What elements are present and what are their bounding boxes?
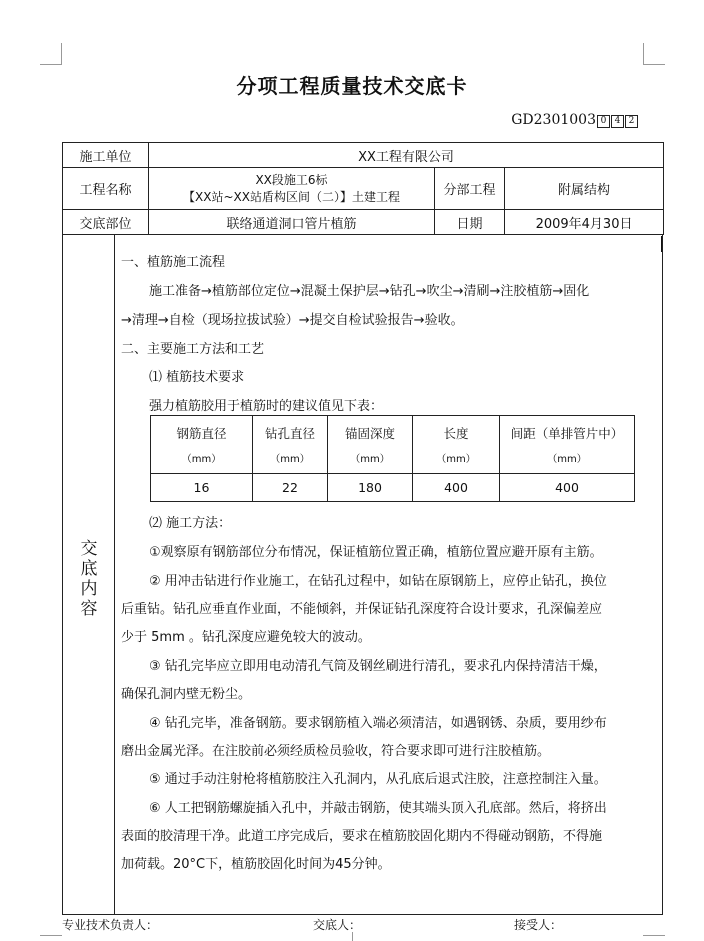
step-3-line-1: ③ 钻孔完毕应立即用电动清孔气筒及钢丝刷进行清孔，要求孔内保持清洁干燥，	[149, 659, 607, 674]
date-label: 日期	[435, 210, 505, 235]
step-5: ⑤ 通过手动注射枪将植筋胶注入孔洞内，从孔底后退式注胶，注意控制注入量。	[149, 772, 607, 787]
spec-table	[150, 415, 635, 502]
col-unit: （mm）	[436, 454, 476, 465]
step-4-line-2: 磨出金属光泽。在注胶前必须经质检员验收，符合要求即可进行注胶植筋。	[121, 744, 551, 759]
col-unit: （mm）	[181, 454, 222, 465]
step-1: ①观察原有钢筋部位分布情况，保证植筋位置正确，植筋位置应避开原有主筋。	[149, 545, 603, 560]
col-header: 锚固深度	[344, 426, 395, 441]
crop-mark	[352, 932, 353, 941]
date-value: 2009年4月30日	[505, 210, 664, 235]
header-table	[62, 142, 664, 235]
table-intro: 强力植筋胶用于植筋时的建议值见下表：	[149, 399, 384, 414]
flow-line-1: 施工准备→植筋部位定位→混凝土保护层→钻孔→吹尘→清刷→注胶植筋→固化	[149, 284, 590, 299]
spec-value: 16	[151, 474, 253, 502]
step-6-line-2: 表面的胶清理干净。此道工序完成后，要求在植筋胶固化期内不得碰动钢筋，不得施	[121, 829, 603, 844]
location-value: 联络通道洞口管片植筋	[149, 210, 435, 235]
content-label: 交底内容	[80, 539, 98, 619]
col-header: 长度	[443, 426, 469, 441]
col-header: 钢筋直径	[176, 426, 227, 441]
col-unit: （mm）	[350, 454, 390, 465]
flow-line-2: →清理→自检（现场拉拔试验）→提交自检试验报告→验收。	[121, 313, 464, 328]
project-line-1: XX段施工6标	[255, 172, 328, 187]
subproject-label: 分部工程	[435, 168, 505, 210]
tech-lead-signature: 专业技术负责人：	[62, 918, 159, 932]
section-1-heading: 一、植筋施工流程	[121, 255, 226, 270]
spec-value: 180	[328, 474, 413, 502]
crop-mark	[643, 64, 665, 65]
col-unit: （mm）	[270, 454, 310, 465]
spec-value: 22	[253, 474, 328, 502]
doc-number-text: GD2301003	[511, 112, 596, 128]
subproject-value: 附属结构	[505, 168, 664, 210]
unit-value: XX工程有限公司	[149, 143, 664, 168]
receiver-signature: 接受人：	[514, 918, 563, 932]
crop-mark	[643, 935, 665, 936]
subsection-2: ⑵ 施工方法：	[149, 516, 232, 531]
content-label-column	[63, 235, 115, 914]
doc-box: 4	[611, 115, 624, 128]
section-2-heading: 二、主要施工方法和工艺	[121, 342, 265, 357]
spec-header-cell	[500, 416, 635, 474]
crop-mark	[40, 935, 62, 936]
crop-mark	[40, 64, 62, 65]
spec-header-cell	[151, 416, 253, 474]
step-6-line-1: ⑥ 人工把钢筋螺旋插入孔中，并敲击钢筋，使其端头顶入孔底部。然后，将挤出	[149, 801, 607, 816]
project-value	[149, 168, 435, 210]
presenter-signature: 交底人：	[313, 918, 362, 932]
project-line-2: 【XX站~XX站盾构区间（二）】土建工程	[183, 189, 400, 204]
crop-mark	[61, 43, 62, 65]
step-2-line-3: 少于 5mm 。钻孔深度应避免较大的波动。	[121, 630, 371, 645]
crop-mark	[643, 43, 644, 65]
col-header: 钻孔直径	[264, 426, 315, 441]
spec-header-cell	[253, 416, 328, 474]
col-unit: （mm）	[547, 454, 587, 465]
location-label: 交底部位	[63, 210, 149, 235]
doc-box: 2	[625, 115, 638, 128]
spec-value: 400	[500, 474, 635, 502]
spec-value: 400	[413, 474, 500, 502]
unit-label: 施工单位	[63, 143, 149, 168]
document-title: 分项工程质量技术交底卡	[236, 74, 468, 98]
spec-header-cell	[328, 416, 413, 474]
doc-box: 0	[597, 115, 610, 128]
step-6-line-3: 加荷载。20°C下，植筋胶固化时间为45分钟。	[121, 857, 391, 872]
subsection-1: ⑴ 植筋技术要求	[149, 370, 245, 385]
step-2-line-1: ② 用冲击钻进行作业施工，在钻孔过程中，如钻在原钢筋上，应停止钻孔，换位	[149, 574, 607, 589]
col-header: 间距（单排管片中）	[510, 426, 624, 441]
content-box	[62, 235, 663, 915]
step-3-line-2: 确保孔洞内壁无粉尘。	[121, 687, 252, 702]
document-number	[511, 112, 638, 128]
step-4-line-1: ④ 钻孔完毕，准备钢筋。要求钢筋植入端必须清洁，如遇钢锈、杂质，要用纱布	[149, 716, 607, 731]
spec-header-cell	[413, 416, 500, 474]
step-2-line-2: 后重钻。钻孔应垂直作业面，不能倾斜，并保证钻孔深度符合设计要求，孔深偏差应	[121, 602, 603, 617]
project-label: 工程名称	[63, 168, 149, 210]
